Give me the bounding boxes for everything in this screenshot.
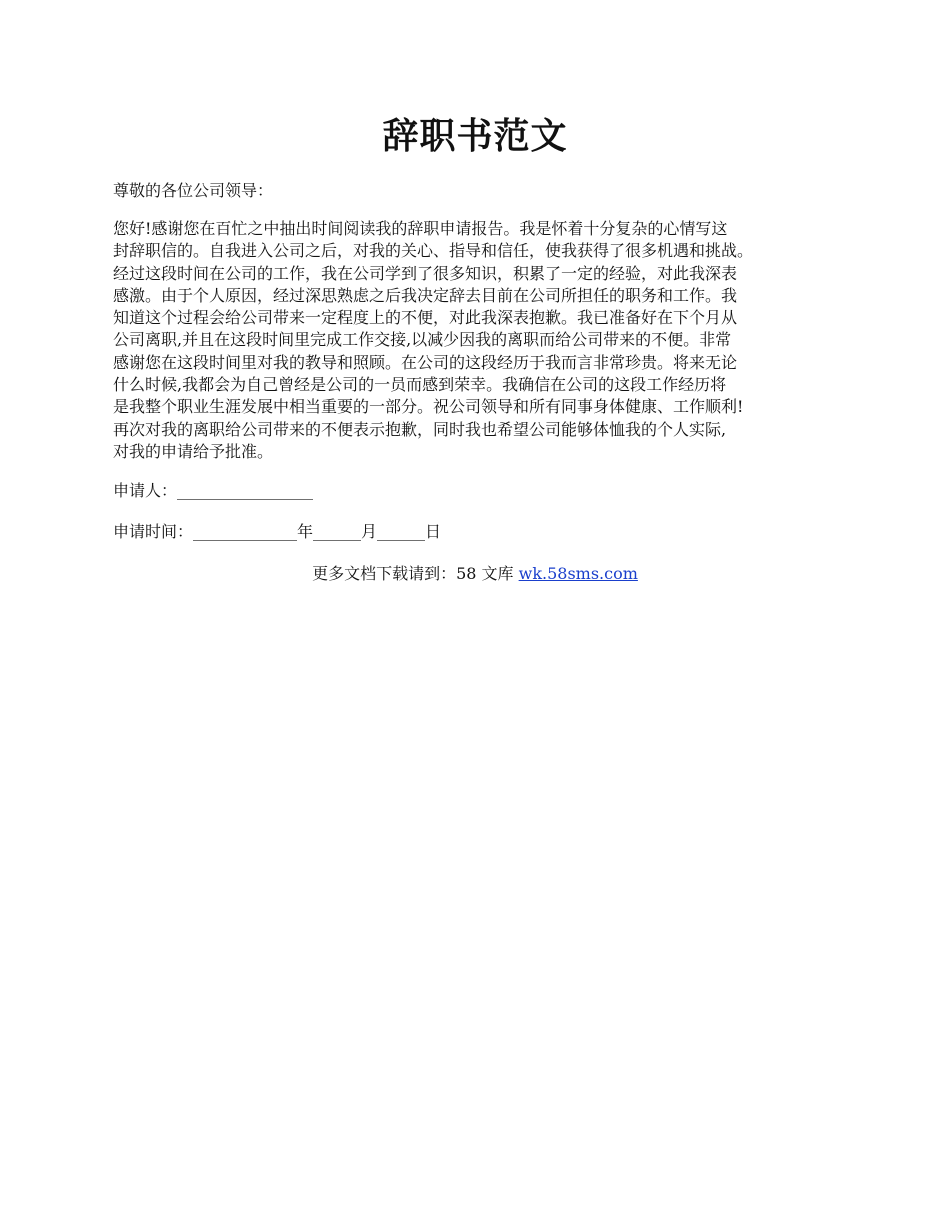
body-line: 经过这段时间在公司的工作，我在公司学到了很多知识，积累了一定的经验，对此我深表	[113, 263, 738, 283]
body-line: 再次对我的离职给公司带来的不便表示抱歉，同时我也希望公司能够体恤我的个人实际,	[113, 419, 727, 439]
body-line: 公司离职,并且在这段时间里完成工作交接,以减少因我的离职而给公司带来的不便。非常	[113, 330, 732, 350]
document-title: 辞职书范文	[382, 115, 568, 157]
footer-link[interactable]: wk.58sms.com	[518, 564, 638, 583]
salutation: 尊敬的各位公司领导：	[113, 181, 274, 200]
footer	[0, 563, 950, 585]
body-line: 封辞职信的。自我进入公司之后，对我的关心、指导和信任，使我获得了很多机遇和挑战。	[113, 241, 754, 261]
body-line: 感谢您在这段时间里对我的教导和照顾。在公司的这段经历于我而言非常珍贵。将来无论	[113, 352, 738, 372]
application-date-line: 申请时间：_____________年______月______日	[113, 522, 442, 541]
letter-body	[113, 218, 853, 463]
body-line: 是我整个职业生涯发展中相当重要的一部分。祝公司领导和所有同事身体健康、工作顺利!	[113, 397, 744, 417]
body-line: 知道这个过程会给公司带来一定程度上的不便，对此我深表抱歉。我已准备好在下个月从	[113, 308, 738, 328]
footer-text: 更多文档下载请到：58 文库	[312, 564, 519, 583]
body-line: 对我的申请给予批准。	[113, 441, 274, 461]
body-line: 您好!感谢您在百忙之中抽出时间阅读我的辞职申请报告。我是怀着十分复杂的心情写这	[113, 219, 728, 238]
body-line: 感激。由于个人原因，经过深思熟虑之后我决定辞去目前在公司所担任的职务和工作。我	[113, 285, 738, 305]
applicant-signature-line: 申请人：_________________	[113, 481, 314, 500]
body-line: 什么时候,我都会为自己曾经是公司的一员而感到荣幸。我确信在公司的这段工作经历将	[113, 375, 727, 395]
